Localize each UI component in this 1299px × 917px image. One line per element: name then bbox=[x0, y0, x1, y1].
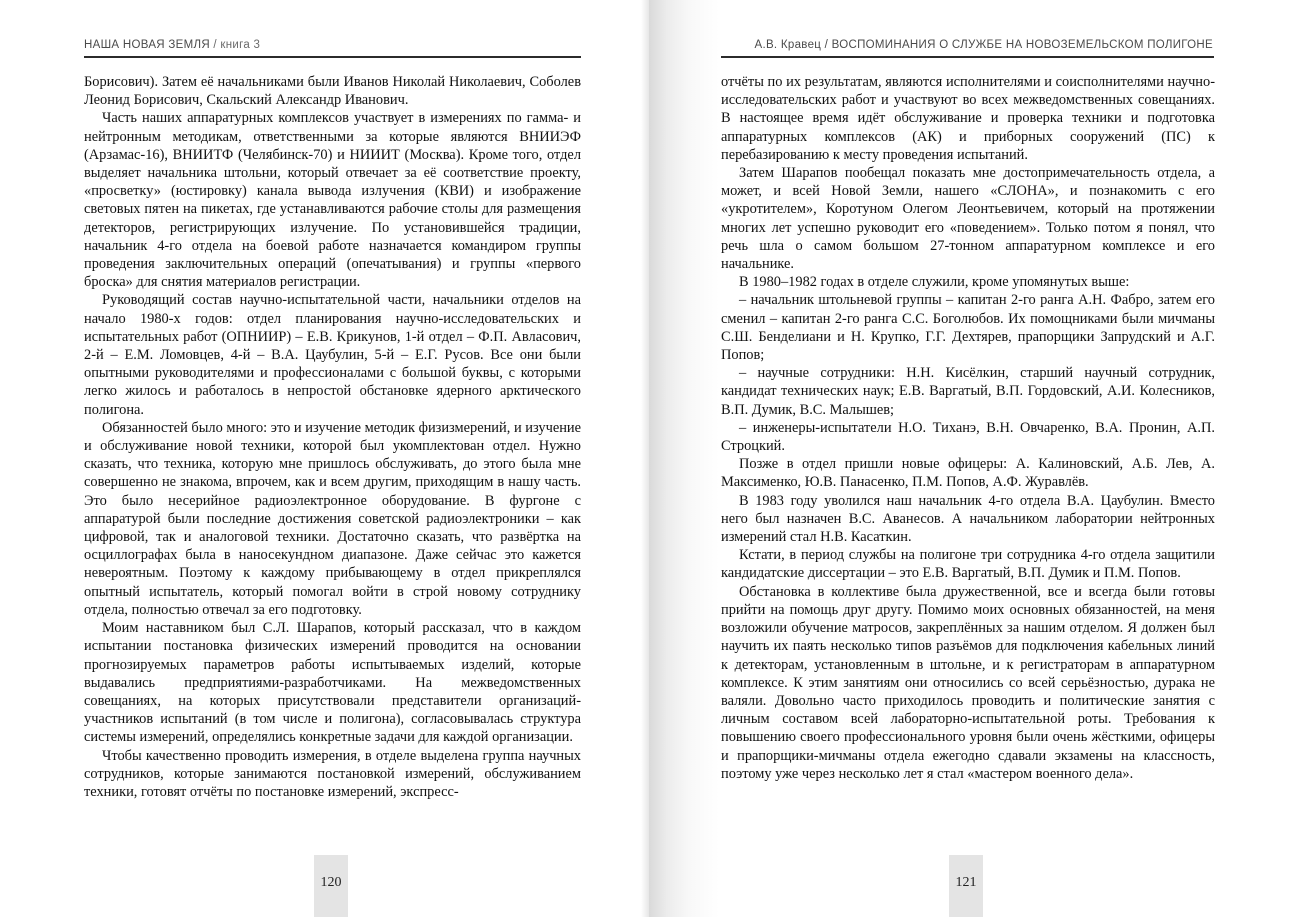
body-text bbox=[84, 73, 581, 801]
paragraph: Руководящий состав научно-испытательной части, начальники отделов на начало 1980-х годов: отдел планирования научно-исследовательских и испытательных работ (ОПНИИР) – Е.В. Крикунов, 1-й отдел – Ф.П. Авласович, 2-й – Е.М. Ломовцев, 4-й – В.А. Цаубулин, 5-й – Е.Г. Русов. Все они были опытными руководителями и профессионалами с большой буквы, с которыми легко жилось и работалось в непростой обстановке ядерного арктического полигона. bbox=[84, 292, 581, 418]
paragraph: Обязанностей было много: это и изучение методик физизмерений, и изучение и обслуживание новой техники, которой был укомплектован отдел. Нужно сказать, что техника, которую мне пришлось обслуживать, до этого была мне совершенно не знакома, впрочем, как и всем другим, приходящим в нашу часть. Это было несерийное радиоэлектронное оборудование. В фургоне с аппаратурой были последние достижения советской радиоэлектроники – как цифровой, так и аналоговой техники. Достаточно сказать, что развёртка на осциллографах была в наносекундном диапазоне. Даже сейчас это кажется невероятным. Поэтому к каждому прибывающему в отдел прикреплялся опытный испытатель, который помогал войти в строй новому сотруднику отдела, полностью отвечал за его подготовку. bbox=[84, 419, 581, 618]
header-rule bbox=[721, 56, 1214, 58]
paragraph: Чтобы качественно проводить измерения, в отделе выделена группа научных сотрудников, которые занимаются постановкой измерений, обслуживанием техники, готовят отчёты по постановке измерений, экспресс- bbox=[84, 747, 581, 800]
book-title: НАША НОВАЯ ЗЕМЛЯ bbox=[84, 39, 210, 51]
running-header-right bbox=[754, 39, 1213, 51]
paragraph: – инженеры-испытатели Н.О. Тиханэ, В.Н. Овчаренко, В.А. Пронин, А.П. Строцкий. bbox=[721, 419, 1215, 455]
running-header-left bbox=[84, 39, 260, 51]
paragraph: Кстати, в период службы на полигоне три сотрудника 4-го отдела защитили кандидатские диссертации – это Е.В. Варгатый, В.П. Думик и П.М. Попов. bbox=[721, 547, 1215, 582]
right-page bbox=[649, 0, 1298, 917]
paragraph: отчёты по их результатам, являются исполнителями и соисполнителями научно-исследовательских работ и участвуют во всех межведомственных совещаниях. В настоящее время идёт обслуживание и проверка техники и подготовка аппаратурных комплексов (АК) и приборных сооружений (ПС) к перебазированию к месту проведения испытаний. bbox=[721, 74, 1215, 163]
paragraph: В 1980–1982 годах в отделе служили, кроме упомянутых выше: bbox=[739, 274, 1130, 291]
author-name: А.В. Кравец bbox=[754, 39, 822, 51]
paragraph: Часть наших аппаратурных комплексов участвует в измерениях по гамма- и нейтронным методикам, ответственными за которые являются ВНИИЭФ (Арзамас-16), ВНИИТФ (Челябинск-70) и НИИИТ (Москва). Кроме того, отдел выделяет начальника штольни, который отвечает за её соответствие проекту, «просветку» (юстировку) канала вывода излучения (КВИ) и изображение световых пятен на пикетах, где устанавливаются рабочие столы для размещения детекторов, регистрирующих излучение. По установившейся традиции, начальник 4-го отдела на боевой работе назначается командиром группы проведения заключительных операций (опечатывания) и группы «первого броска» для снятия материалов регистрации. bbox=[84, 110, 581, 291]
paragraph: – начальник штольневой группы – капитан 2-го ранга А.Н. Фабро, затем его сменил – капитан 2-го ранга С.С. Боголюбов. Их помощниками были мичманы С.Ш. Бенделиани и Н. Крупко, Г.Г. Дехтярев, прапорщики Запрудский и А.Г. Попов; bbox=[721, 292, 1215, 364]
paragraph: В 1983 году уволился наш начальник 4-го отдела В.А. Цаубулин. Вместо него был назначен В.С. Аванесов. А начальником лаборатории нейтронных измерений стал Н.В. Касаткин. bbox=[721, 492, 1215, 546]
page-number: 121 bbox=[949, 855, 983, 917]
paragraph: Борисович). Затем её начальниками были Иванов Николай Николаевич, Соболев Леонид Борисович, Скальский Александр Иванович. bbox=[84, 74, 581, 109]
paragraph: Затем Шарапов пообещал показать мне достопримечательность отдела, а может, и всей Новой Земли, нашего «СЛОНА», и познакомить с его «укротителем», Коротуном Олегом Леонтьевичем, который на протяжении многих лет успешно руководит его «поведением». Только потом я понял, что речь шла о самом большом 27-тонном аппаратурном комплексе и его начальнике. bbox=[721, 165, 1215, 273]
body-text bbox=[721, 73, 1215, 783]
paragraph: Моим наставником был С.Л. Шарапов, который рассказал, что в каждом испытании постановка физических измерений проводится на основании прогнозируемых параметров работы испытываемых изделий, которые выдавались предприятиями-разработчиками. На межведомственных совещаниях, на которых присутствовали представители организаций-участников испытаний (в том числе и полигона), согласовывалась структура системы измерений, определялись конкретные задачи для каждой организации. bbox=[84, 620, 581, 746]
paragraph: – научные сотрудники: Н.Н. Кисёлкин, старший научный сотрудник, кандидат технических наук; Е.В. Варгатый, В.П. Гордовский, А.И. Колесников, В.П. Думик, В.С. Малышев; bbox=[721, 365, 1215, 418]
book-volume: / книга 3 bbox=[209, 39, 261, 51]
book-section-title: / ВОСПОМИНАНИЯ О СЛУЖБЕ НА НОВОЗЕМЕЛЬСКОМ ПОЛИГОНЕ bbox=[821, 39, 1213, 51]
paragraph: Позже в отдел пришли новые офицеры: А. Калиновский, А.Б. Лев, А. Максименко, Ю.В. Панасенко, П.М. Попов, А.Ф. Журавлёв. bbox=[721, 456, 1215, 491]
left-page bbox=[0, 0, 649, 917]
header-rule bbox=[84, 56, 581, 58]
page-number: 120 bbox=[314, 855, 348, 917]
paragraph: Обстановка в коллективе была дружественной, все и всегда были готовы прийти на помощь друг другу. Помимо моих основных обязанностей, на меня возложили обучение матросов, закреплённых за нашим отделом. Я должен был научить их паять несколько типов разъёмов для подключения кабельных линий к детекторам, установленным в штольне, и к регистраторам в аппаратурном комплексе. К этим занятиям они относились со всей серьёзностью, дурака не валяли. Довольно часто приходилось проводить и политические занятия с личным составом всей лабораторно-испытательной роты. Требования к повышению своего профессионального уровня были очень жёсткими, офицеры и прапорщики-мичманы отдела ежегодно сдавали экзамены на классность, поэтому уже через несколько лет я стал «мастером военного дела». bbox=[721, 583, 1215, 782]
